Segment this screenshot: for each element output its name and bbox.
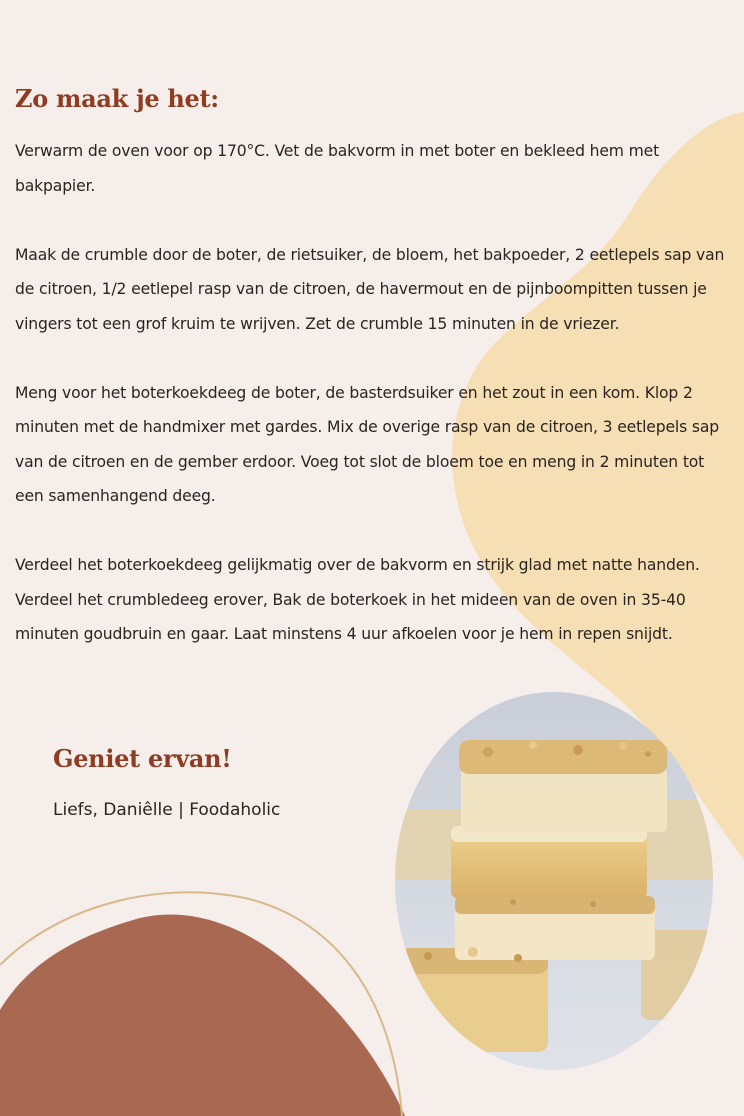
signature: Liefs, Daniêlle | Foodaholic: [53, 800, 281, 820]
instructions-heading: Zo maak je het:: [15, 84, 219, 113]
instruction-step: Verwarm de oven voor op 170°C. Vet de bakvorm in met boter en bekleed hem met bakpapier.: [15, 142, 660, 195]
instruction-step: Maak de crumble door de boter, de rietsuiker, de bloem, het bakpoeder, 2 eetlepels sap van de citroen, 1/2 eetlepel rasp van de citroen, de havermout en de pijnboompitten tussen je vingers tot een grof kruim te wrijven. Zet de crumble 15 minuten in de vriezer.: [15, 245, 725, 333]
instruction-step: Verdeel het boterkoekdeeg gelijkmatig over de bakvorm en strijk glad met natte handen. Verdeel het crumbledeeg erover, Bak de boterkoek in het mideen van de oven in 35-40 minuten goudbruin en gaar. Laat minstens 4 uur afkoelen voor je hem in repen snijdt.: [15, 556, 700, 643]
instructions-list: [15, 134, 730, 686]
crumble-bars-photo: [393, 690, 715, 1072]
instruction-step: Meng voor het boterkoekdeeg de boter, de basterdsuiker en het zout in een kom. Klop 2 minuten met de handmixer met gardes. Mix de overige rasp van de citroen, 3 eetlepels sap van de citroen en de gember erdoor. Voeg tot slot de bloem toe en meng in 2 minuten tot een samenhangend deeg.: [15, 383, 719, 505]
closing-heading: Geniet ervan!: [53, 744, 232, 773]
